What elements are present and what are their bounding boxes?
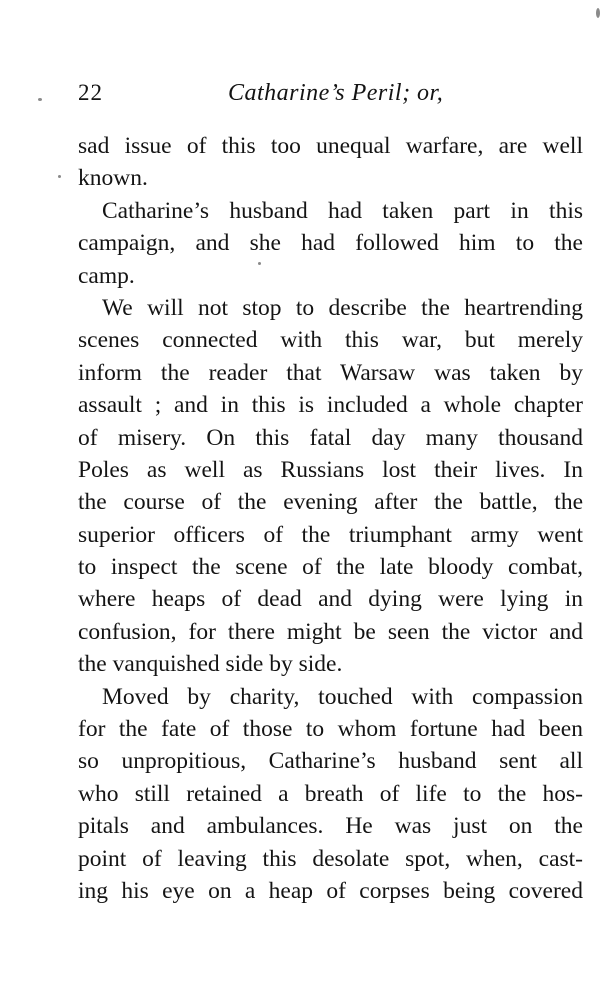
text-line: We will not stop to describe the heartrending bbox=[102, 294, 583, 321]
text-line: who still retained a breath of life to the hos- bbox=[78, 780, 583, 807]
text-line: ing his eye on a heap of corpses being covered bbox=[78, 877, 583, 904]
text-line: camp. bbox=[78, 262, 135, 289]
text-line: so unpropitious, Catharine’s husband sent all bbox=[78, 748, 583, 775]
text-line: campaign, and she had followed him to the bbox=[78, 230, 583, 257]
text-line: confusion, for there might be seen the victor and bbox=[78, 618, 583, 645]
page-header bbox=[78, 80, 583, 114]
text-line: scenes connected with this war, but merely bbox=[78, 327, 583, 354]
text-line: the course of the evening after the battle, the bbox=[78, 489, 583, 516]
text-line: for the fate of those to whom fortune had been bbox=[78, 716, 583, 743]
text-line: pitals and ambulances. He was just on the bbox=[78, 813, 583, 840]
print-speck bbox=[38, 98, 42, 101]
print-speck bbox=[596, 8, 600, 18]
text-line: Moved by charity, touched with compassion bbox=[102, 683, 583, 710]
text-line: superior officers of the triumphant army went bbox=[78, 521, 583, 548]
text-line: sad issue of this too unequal warfare, are well bbox=[78, 133, 583, 159]
text-line: assault ; and in this is included a whole chapter bbox=[78, 392, 583, 419]
text-line: inform the reader that Warsaw was taken by bbox=[78, 359, 583, 386]
text-line: point of leaving this desolate spot, when, cast- bbox=[78, 845, 583, 872]
print-speck bbox=[258, 262, 261, 265]
print-speck bbox=[58, 175, 61, 178]
text-line: known. bbox=[78, 165, 148, 192]
text-line: the vanquished side by side. bbox=[78, 651, 343, 678]
text-line: Catharine’s husband had taken part in this bbox=[102, 197, 583, 224]
text-line: of misery. On this fatal day many thousand bbox=[78, 424, 583, 451]
text-line: to inspect the scene of the late bloody combat, bbox=[78, 554, 583, 581]
text-line: where heaps of dead and dying were lying in bbox=[78, 586, 583, 613]
running-title: Catharine’s Peril; or, bbox=[228, 80, 444, 106]
text-line: Poles as well as Russians lost their lives. In bbox=[78, 456, 583, 483]
page-number: 22 bbox=[78, 80, 103, 105]
body-text bbox=[78, 130, 583, 907]
